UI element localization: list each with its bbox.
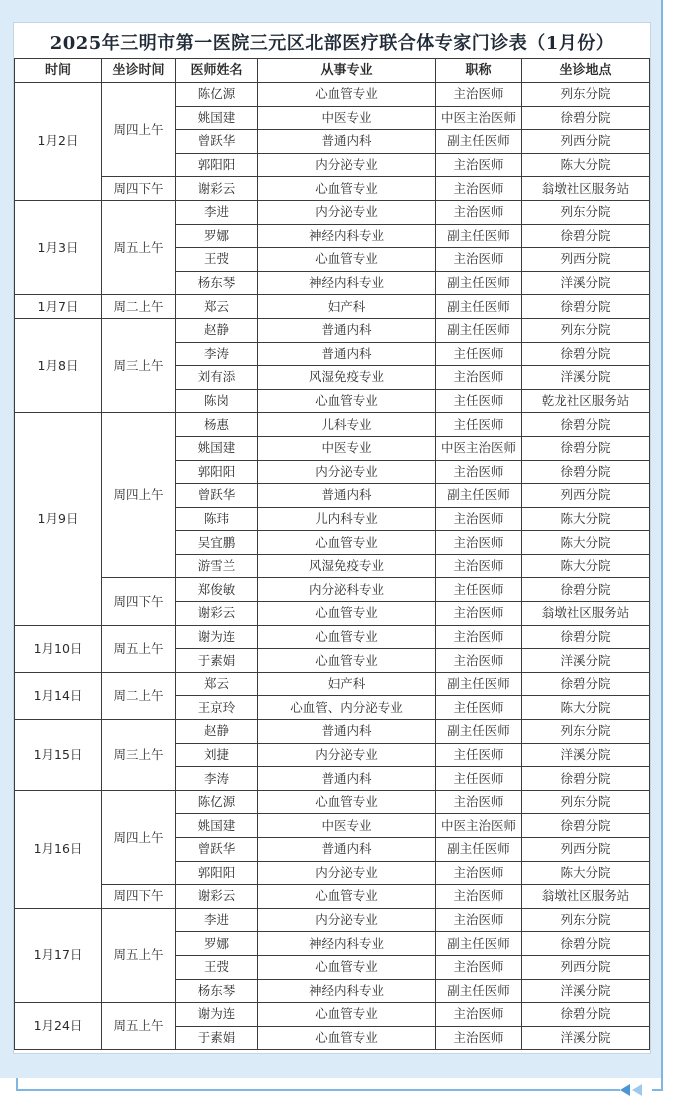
- cell-doctor-name: 郭阳阳: [176, 861, 258, 885]
- frame-line-bottom: [16, 1089, 620, 1091]
- cell-session: 周四上午: [102, 83, 176, 177]
- cell-title: 副主任医师: [436, 271, 522, 295]
- cell-date: 1月24日: [15, 1003, 102, 1050]
- cell-location: 陈大分院: [522, 696, 650, 720]
- cell-specialty: 心血管专业: [258, 1026, 436, 1050]
- cell-doctor-name: 郑云: [176, 672, 258, 696]
- cell-location: 列西分院: [522, 484, 650, 508]
- cell-location: 乾龙社区服务站: [522, 389, 650, 413]
- cell-title: 主任医师: [436, 696, 522, 720]
- cell-doctor-name: 王弢: [176, 248, 258, 272]
- cell-session: 周五上午: [102, 908, 176, 1002]
- cell-doctor-name: 曾跃华: [176, 484, 258, 508]
- cell-specialty: 神经内科专业: [258, 932, 436, 956]
- cell-doctor-name: 谢为连: [176, 625, 258, 649]
- cell-title: 中医主治医师: [436, 106, 522, 130]
- cell-specialty: 心血管专业: [258, 790, 436, 814]
- arrow-left-icon: [620, 1084, 630, 1096]
- cell-specialty: 心血管专业: [258, 389, 436, 413]
- cell-doctor-name: 郭阳阳: [176, 153, 258, 177]
- cell-date: 1月7日: [15, 295, 102, 319]
- cell-title: 副主任医师: [436, 932, 522, 956]
- cell-specialty: 内分泌专业: [258, 908, 436, 932]
- cell-specialty: 心血管专业: [258, 602, 436, 626]
- cell-title: 副主任医师: [436, 720, 522, 744]
- cell-location: 徐碧分院: [522, 625, 650, 649]
- cell-title: 主治医师: [436, 83, 522, 107]
- cell-date: 1月14日: [15, 672, 102, 719]
- cell-title: 主任医师: [436, 743, 522, 767]
- cell-doctor-name: 李进: [176, 200, 258, 224]
- cell-doctor-name: 谢彩云: [176, 177, 258, 201]
- cell-specialty: 内分泌专业: [258, 153, 436, 177]
- cell-doctor-name: 陈亿源: [176, 790, 258, 814]
- cell-date: 1月2日: [15, 83, 102, 201]
- cell-doctor-name: 李涛: [176, 342, 258, 366]
- cell-title: 中医主治医师: [436, 814, 522, 838]
- cell-location: 翁墩社区服务站: [522, 177, 650, 201]
- cell-title: 主治医师: [436, 531, 522, 555]
- header-session: 坐诊时间: [102, 59, 176, 83]
- cell-title: 主治医师: [436, 649, 522, 673]
- cell-doctor-name: 曾跃华: [176, 130, 258, 154]
- cell-title: 主任医师: [436, 413, 522, 437]
- table-row: [15, 295, 650, 319]
- cell-location: 陈大分院: [522, 531, 650, 555]
- cell-specialty: 普通内科: [258, 767, 436, 791]
- cell-doctor-name: 罗娜: [176, 224, 258, 248]
- cell-title: 主治医师: [436, 248, 522, 272]
- table-row: [15, 672, 650, 696]
- cell-session: 周二上午: [102, 672, 176, 719]
- cell-title: 副主任医师: [436, 979, 522, 1003]
- cell-location: 翁墩社区服务站: [522, 885, 650, 909]
- cell-doctor-name: 谢为连: [176, 1003, 258, 1027]
- page-title: 2025年三明市第一医院三元区北部医疗联合体专家门诊表（1月份）: [49, 33, 615, 54]
- cell-date: 1月10日: [15, 625, 102, 672]
- cell-session: 周五上午: [102, 1003, 176, 1050]
- header-specialty: 从事专业: [258, 59, 436, 83]
- cell-specialty: 风湿免疫专业: [258, 366, 436, 390]
- cell-specialty: 内分泌专业: [258, 460, 436, 484]
- cell-location: 徐碧分院: [522, 1003, 650, 1027]
- cell-doctor-name: 郑俊敏: [176, 578, 258, 602]
- frame-line-corner: [652, 1089, 663, 1091]
- cell-title: 主治医师: [436, 1003, 522, 1027]
- cell-title: 主治医师: [436, 507, 522, 531]
- cell-title: 主治医师: [436, 153, 522, 177]
- cell-doctor-name: 于素娟: [176, 1026, 258, 1050]
- table-row: [15, 625, 650, 649]
- cell-specialty: 儿内科专业: [258, 507, 436, 531]
- cell-specialty: 中医专业: [258, 436, 436, 460]
- cell-title: 副主任医师: [436, 484, 522, 508]
- cell-doctor-name: 郭阳阳: [176, 460, 258, 484]
- cell-location: 列东分院: [522, 83, 650, 107]
- cell-specialty: 中医专业: [258, 814, 436, 838]
- cell-location: 列西分院: [522, 955, 650, 979]
- table-row: [15, 720, 650, 744]
- cell-location: 列西分院: [522, 248, 650, 272]
- cell-location: 列东分院: [522, 318, 650, 342]
- cell-doctor-name: 王弢: [176, 955, 258, 979]
- cell-location: 徐碧分院: [522, 224, 650, 248]
- cell-title: 主治医师: [436, 625, 522, 649]
- table-row: [15, 790, 650, 814]
- cell-location: 徐碧分院: [522, 578, 650, 602]
- cell-title: 副主任医师: [436, 838, 522, 862]
- cell-session: 周四下午: [102, 885, 176, 909]
- cell-session: 周五上午: [102, 200, 176, 294]
- header-doctor-name: 医师姓名: [176, 59, 258, 83]
- cell-session: 周四下午: [102, 177, 176, 201]
- cell-specialty: 心血管专业: [258, 248, 436, 272]
- cell-title: 主治医师: [436, 861, 522, 885]
- cell-session: 周三上午: [102, 318, 176, 412]
- cell-date: 1月9日: [15, 413, 102, 625]
- cell-title: 副主任医师: [436, 318, 522, 342]
- cell-location: 徐碧分院: [522, 460, 650, 484]
- cell-session: 周二上午: [102, 295, 176, 319]
- arrow-left-outline-icon: [632, 1084, 642, 1096]
- schedule-card: [13, 22, 651, 1054]
- cell-location: 洋溪分院: [522, 979, 650, 1003]
- cell-specialty: 普通内科: [258, 318, 436, 342]
- cell-specialty: 内分泌专业: [258, 200, 436, 224]
- cell-title: 主治医师: [436, 460, 522, 484]
- cell-session: 周四上午: [102, 790, 176, 884]
- cell-doctor-name: 杨东琴: [176, 979, 258, 1003]
- table-row: [15, 200, 650, 224]
- cell-specialty: 心血管专业: [258, 83, 436, 107]
- cell-title: 副主任医师: [436, 224, 522, 248]
- cell-session: 周五上午: [102, 625, 176, 672]
- cell-title: 主任医师: [436, 342, 522, 366]
- cell-doctor-name: 姚国建: [176, 436, 258, 460]
- cell-doctor-name: 罗娜: [176, 932, 258, 956]
- cell-doctor-name: 陈岗: [176, 389, 258, 413]
- cell-title: 主治医师: [436, 177, 522, 201]
- cell-location: 陈大分院: [522, 861, 650, 885]
- cell-location: 洋溪分院: [522, 366, 650, 390]
- cell-specialty: 妇产科: [258, 295, 436, 319]
- table-row: [15, 908, 650, 932]
- cell-specialty: 普通内科: [258, 838, 436, 862]
- cell-title: 主治医师: [436, 200, 522, 224]
- cell-title: 主任医师: [436, 389, 522, 413]
- cell-specialty: 普通内科: [258, 342, 436, 366]
- cell-title: 主任医师: [436, 767, 522, 791]
- cell-date: 1月17日: [15, 908, 102, 1002]
- cell-doctor-name: 谢彩云: [176, 885, 258, 909]
- cell-doctor-name: 刘有添: [176, 366, 258, 390]
- cell-location: 列西分院: [522, 838, 650, 862]
- cell-specialty: 儿科专业: [258, 413, 436, 437]
- cell-location: 徐碧分院: [522, 932, 650, 956]
- cell-specialty: 风湿免疫专业: [258, 554, 436, 578]
- cell-location: 洋溪分院: [522, 743, 650, 767]
- cell-location: 徐碧分院: [522, 436, 650, 460]
- cell-location: 徐碧分院: [522, 814, 650, 838]
- header-title: 职称: [436, 59, 522, 83]
- cell-location: 列东分院: [522, 720, 650, 744]
- cell-specialty: 普通内科: [258, 130, 436, 154]
- cell-title: 主治医师: [436, 955, 522, 979]
- cell-doctor-name: 王京玲: [176, 696, 258, 720]
- cell-location: 徐碧分院: [522, 413, 650, 437]
- cell-specialty: 心血管专业: [258, 625, 436, 649]
- cell-title: 主治医师: [436, 554, 522, 578]
- cell-location: 列东分院: [522, 200, 650, 224]
- cell-specialty: 心血管专业: [258, 531, 436, 555]
- table-row: [15, 578, 650, 602]
- cell-title: 主治医师: [436, 602, 522, 626]
- table-row: [15, 177, 650, 201]
- table-body: [15, 83, 650, 1050]
- cell-date: 1月15日: [15, 720, 102, 791]
- cell-location: 翁墩社区服务站: [522, 602, 650, 626]
- cell-specialty: 妇产科: [258, 672, 436, 696]
- cell-specialty: 内分泌专业: [258, 861, 436, 885]
- cell-specialty: 内分泌专业: [258, 743, 436, 767]
- cell-doctor-name: 赵静: [176, 318, 258, 342]
- cell-doctor-name: 陈亿源: [176, 83, 258, 107]
- cell-specialty: 心血管专业: [258, 649, 436, 673]
- cell-title: 主治医师: [436, 908, 522, 932]
- cell-doctor-name: 刘捷: [176, 743, 258, 767]
- cell-specialty: 神经内科专业: [258, 271, 436, 295]
- cell-location: 徐碧分院: [522, 342, 650, 366]
- cell-doctor-name: 曾跃华: [176, 838, 258, 862]
- cell-title: 主治医师: [436, 366, 522, 390]
- cell-title: 中医主治医师: [436, 436, 522, 460]
- cell-specialty: 神经内科专业: [258, 224, 436, 248]
- cell-location: 列东分院: [522, 790, 650, 814]
- cell-title: 主治医师: [436, 885, 522, 909]
- cell-specialty: 内分泌科专业: [258, 578, 436, 602]
- cell-doctor-name: 杨惠: [176, 413, 258, 437]
- cell-doctor-name: 游雪兰: [176, 554, 258, 578]
- cell-location: 洋溪分院: [522, 1026, 650, 1050]
- cell-location: 徐碧分院: [522, 672, 650, 696]
- cell-doctor-name: 吴宜鹏: [176, 531, 258, 555]
- cell-specialty: 神经内科专业: [258, 979, 436, 1003]
- cell-specialty: 心血管专业: [258, 885, 436, 909]
- cell-session: 周四下午: [102, 578, 176, 625]
- cell-doctor-name: 姚国建: [176, 106, 258, 130]
- cell-specialty: 普通内科: [258, 484, 436, 508]
- header-location: 坐诊地点: [522, 59, 650, 83]
- cell-specialty: 心血管专业: [258, 1003, 436, 1027]
- cell-location: 列东分院: [522, 908, 650, 932]
- cell-specialty: 中医专业: [258, 106, 436, 130]
- cell-doctor-name: 李涛: [176, 767, 258, 791]
- cell-location: 陈大分院: [522, 507, 650, 531]
- cell-title: 副主任医师: [436, 130, 522, 154]
- frame-line-right: [661, 0, 663, 1090]
- cell-specialty: 心血管专业: [258, 955, 436, 979]
- cell-title: 副主任医师: [436, 295, 522, 319]
- table-row: [15, 413, 650, 437]
- cell-title: 主治医师: [436, 790, 522, 814]
- cell-doctor-name: 谢彩云: [176, 602, 258, 626]
- cell-specialty: 心血管专业: [258, 177, 436, 201]
- cell-location: 列西分院: [522, 130, 650, 154]
- cell-doctor-name: 姚国建: [176, 814, 258, 838]
- cell-date: 1月8日: [15, 318, 102, 412]
- cell-specialty: 普通内科: [258, 720, 436, 744]
- cell-doctor-name: 陈玮: [176, 507, 258, 531]
- cell-title: 主任医师: [436, 578, 522, 602]
- cell-date: 1月16日: [15, 790, 102, 908]
- cell-location: 徐碧分院: [522, 295, 650, 319]
- cell-location: 陈大分院: [522, 554, 650, 578]
- cell-location: 洋溪分院: [522, 271, 650, 295]
- cell-title: 主治医师: [436, 1026, 522, 1050]
- cell-doctor-name: 赵静: [176, 720, 258, 744]
- table-header-row: [15, 59, 650, 83]
- cell-location: 陈大分院: [522, 153, 650, 177]
- table-row: [15, 83, 650, 107]
- table-row: [15, 1003, 650, 1027]
- cell-session: 周四上午: [102, 413, 176, 578]
- cell-location: 徐碧分院: [522, 767, 650, 791]
- header-date: 时间: [15, 59, 102, 83]
- cell-doctor-name: 郑云: [176, 295, 258, 319]
- schedule-table: [14, 58, 650, 1050]
- table-row: [15, 885, 650, 909]
- cell-session: 周三上午: [102, 720, 176, 791]
- table-row: [15, 318, 650, 342]
- cell-doctor-name: 于素娟: [176, 649, 258, 673]
- cell-specialty: 心血管、内分泌专业: [258, 696, 436, 720]
- cell-location: 徐碧分院: [522, 106, 650, 130]
- cell-title: 副主任医师: [436, 672, 522, 696]
- cell-doctor-name: 李进: [176, 908, 258, 932]
- cell-location: 洋溪分院: [522, 649, 650, 673]
- back-arrows[interactable]: [620, 1080, 652, 1100]
- cell-doctor-name: 杨东琴: [176, 271, 258, 295]
- cell-date: 1月3日: [15, 200, 102, 294]
